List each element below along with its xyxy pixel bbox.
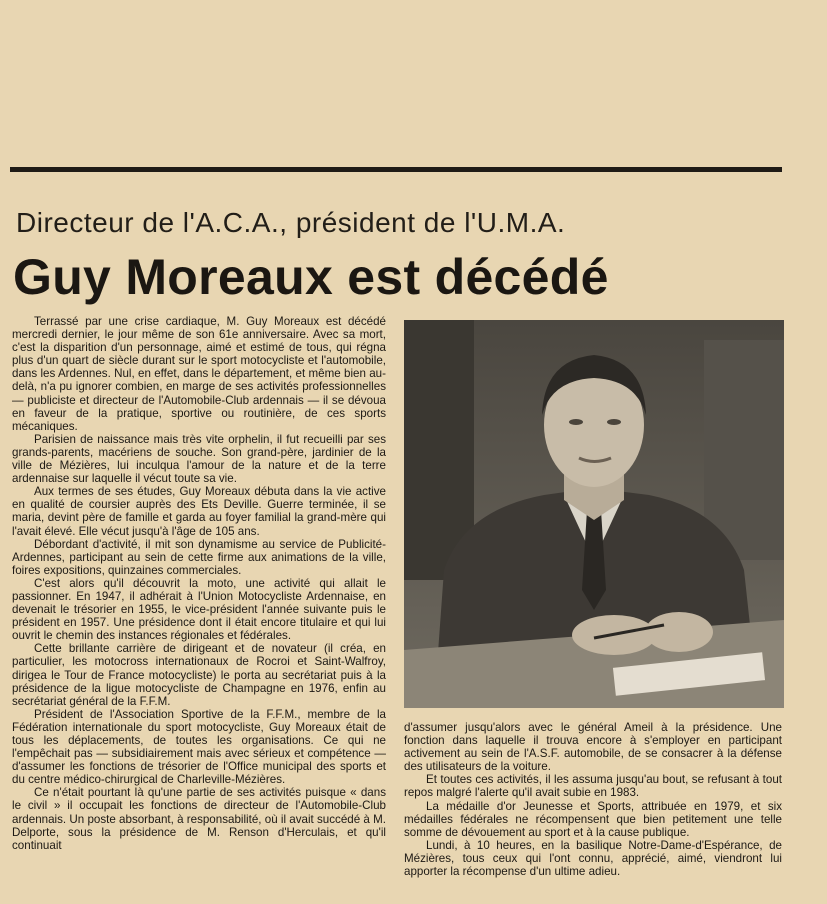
paragraph: Et toutes ces activités, il les assuma jusqu'au bout, se refusant à tout repos malgré l'alerte qu'il avait subie en 1983.: [404, 773, 782, 800]
paragraph: Lundi, à 10 heures, en la basilique Notre-Dame-d'Espérance, de Mézières, tous ceux qui l'ont connu, apprécié, aimé, viendront lui apporter la récompense d'un ultime adieu.: [404, 838, 782, 879]
right-column: [404, 721, 782, 878]
paragraph: Terrassé par une crise cardiaque, M. Guy Moreaux est décédé mercredi dernier, le jour même de son 61e anniversaire. Avec sa mort, c'est la disparition d'un personnage, aimé et estimé de tous, qui régna plus d'un quart de siècle durant sur le sport motocycliste et l'automobile, dans les Ardennes. Nul, en effet, dans le département, et même bien au-delà, n'a pu ignorer combien, en marge de ses activités professionnelles — publiciste et directeur de l'Automobile-Club ardennais — il se dévoua en faveur de la pratique, sportive ou routinière, de ces sports mécaniques.: [12, 315, 386, 433]
article-subtitle: Directeur de l'A.C.A., président de l'U.M.A.: [16, 207, 566, 238]
paragraph: Débordant d'activité, il mit son dynamisme au service de Publicité-Ardennes, participant au sein de cette firme aux animations de la ville, foires expositions, quinzaines commerciales.: [12, 537, 386, 577]
paragraph: C'est alors qu'il découvrit la moto, une activité qui allait le passionner. En 1947, il adhérait à l'Union Motocycliste Ardennaise, en devenait le trésorier en 1955, le vice-président l'année suivante puis le président en 1957. Une présidence dont il était encore titulaire et qui lui ouvrit le chemin des instances régionales et fédérales.: [12, 576, 386, 643]
portrait-photo: [404, 320, 784, 708]
paragraph: d'assumer jusqu'alors avec le général Ameil à la présidence. Une fonction dans laquelle il trouva encore à s'employer en participant activement au sein de l'A.S.F. automobile, de se consacrer à la défense des utilisateurs de la voiture.: [404, 721, 782, 774]
paragraph: Aux termes de ses études, Guy Moreaux débuta dans la vie active en qualité de coursier auprès des Ets Deville. Guerre terminée, il se maria, devint père de famille et garda au foyer familial la grand-mère qui l'avait élevé. Elle vécut jusqu'à l'âge de 105 ans.: [12, 485, 386, 538]
left-column: [12, 315, 386, 852]
paragraph: Ce n'était pourtant là qu'une partie de ses activités puisque « dans le civil » il occupait les fonctions de directeur de l'Automobile-Club ardennais. Un poste absorbant, à responsabilité, où il avait succédé à M. Delporte, sous la présidence de M. Renson d'Herculais, et qu'il continuait: [12, 786, 386, 852]
paragraph: Cette brillante carrière de dirigeant et de novateur (il créa, en particulier, les motocross internationaux de Rocroi et Saint-Walfroy, dirigea le Tour de France motocycliste) le porta au secrétariat puis à la présidence de la ligue motocycliste de Champagne en 1976, enfin au secrétariat général de la F.F.M.: [12, 642, 386, 708]
top-rule: [10, 167, 782, 172]
paragraph: Président de l'Association Sportive de la F.F.M., membre de la Fédération internationale du sport motocycliste, Guy Moreaux était de tous les déplacements, de toutes les organisations. Ce qui ne l'empêchait pas — subsidiairement mais avec sérieux et compétence — d'assumer les fonctions de trésorier de l'Office municipal des sports et du centre médico-chirurgical de Charleville-Mézières.: [12, 707, 386, 787]
paragraph: Parisien de naissance mais très vite orphelin, il fut recueilli par ses grands-parents, macériens de souche. Son grand-père, jardinier de la ville de Mézières, lui inculqua l'amour de la nature et de la terre ardennaise sur laquelle il vécut toute sa vie.: [12, 432, 386, 486]
article-headline: Guy Moreaux est décédé: [13, 249, 609, 305]
portrait-illustration: [404, 320, 784, 708]
paragraph: La médaille d'or Jeunesse et Sports, attribuée en 1979, et six médailles fédérales ne récompensent que bien petitement une telle somme de dévouement au sport et à la cause publique.: [404, 799, 782, 839]
